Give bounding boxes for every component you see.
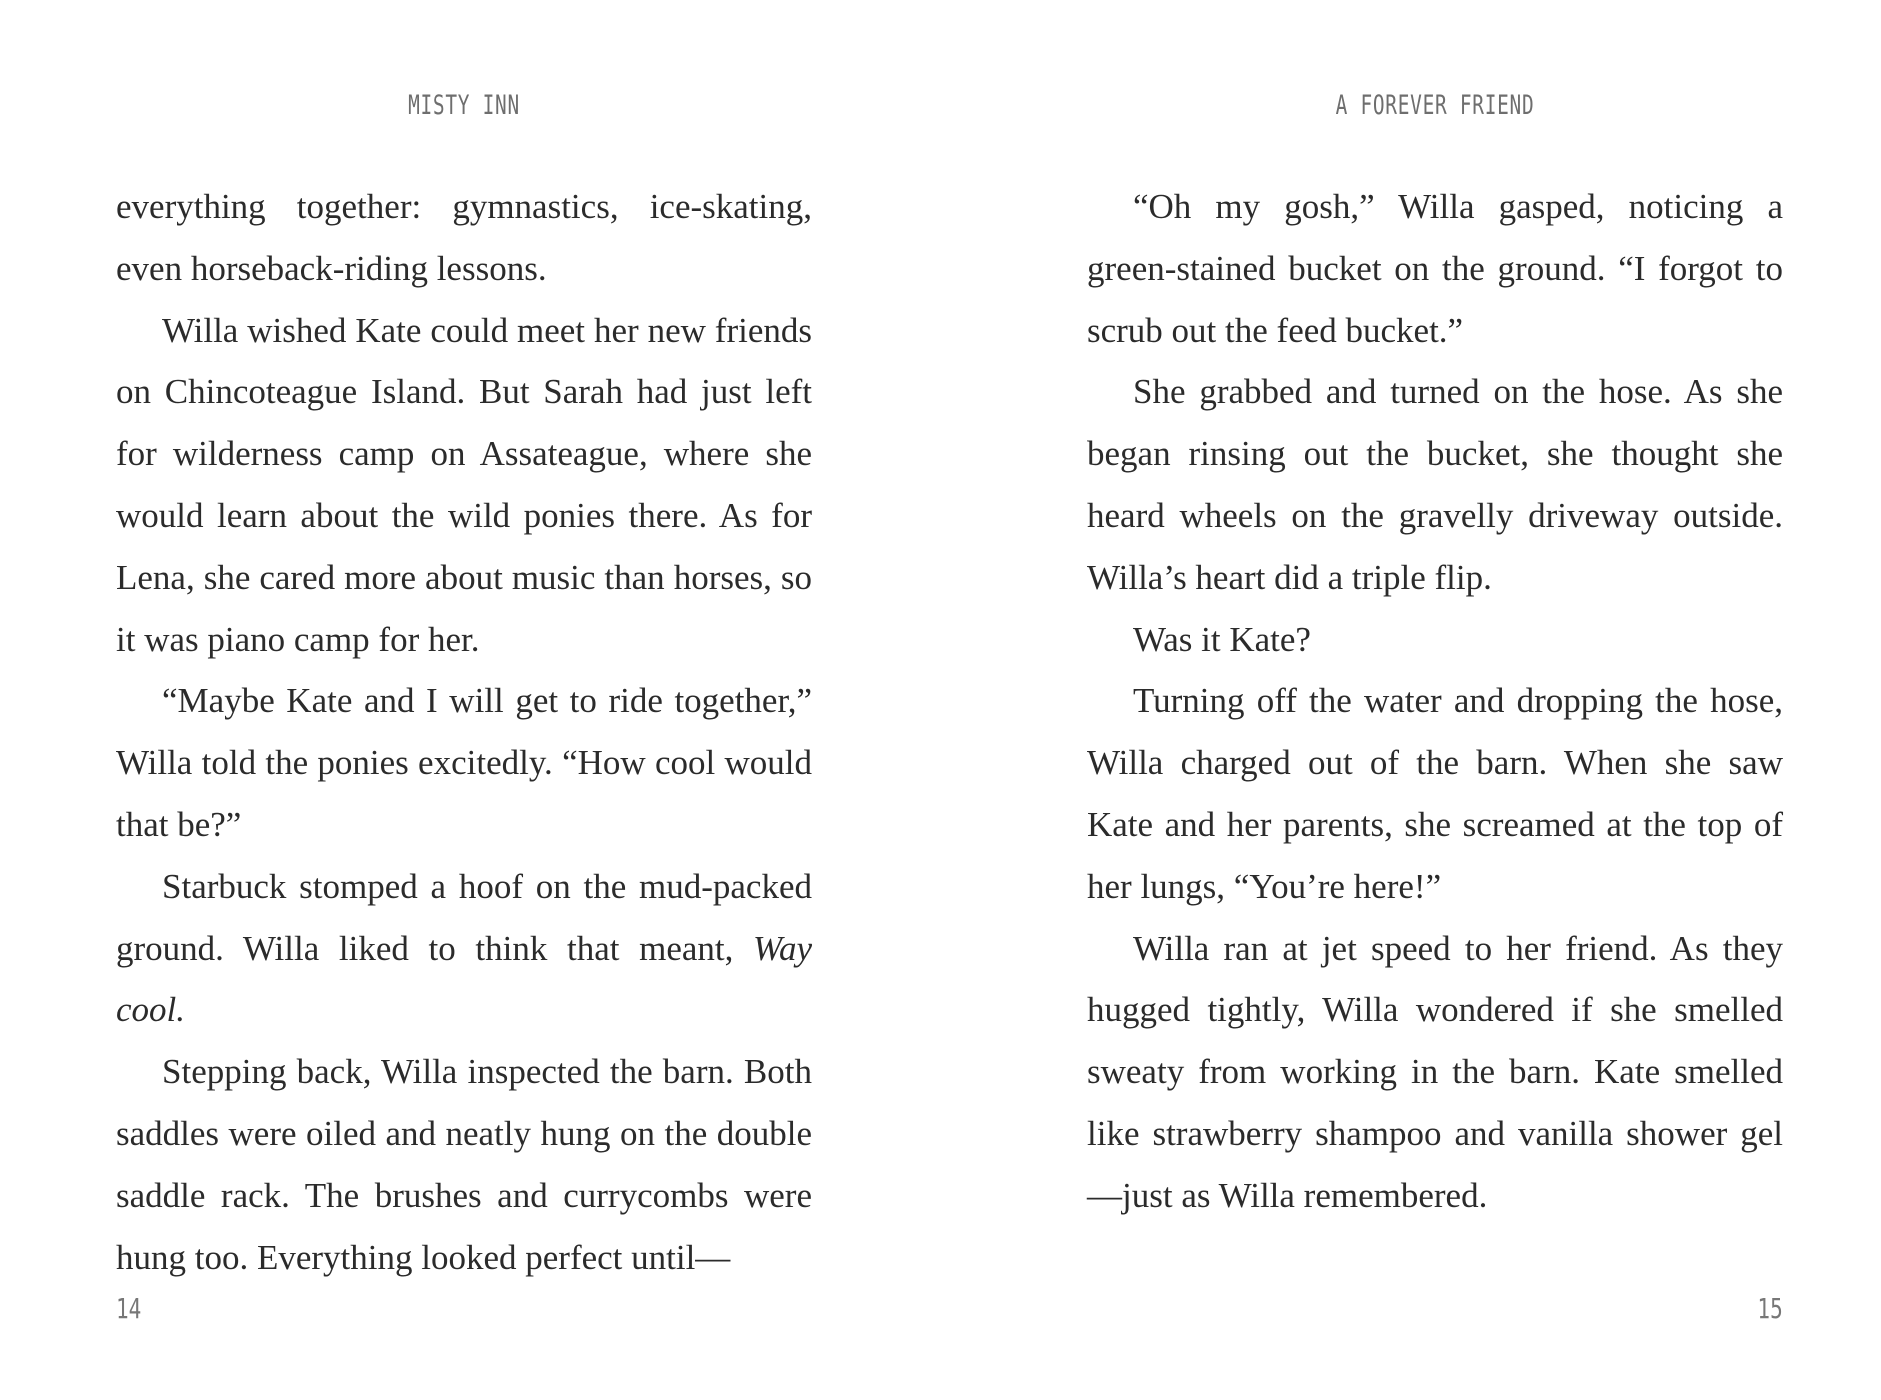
paragraph: She grabbed and turned on the hose. As she began rinsing out the bucket, she thought she heard wheels on the gravelly driveway outside. Willa’s heart did a triple flip. xyxy=(1087,372,1783,597)
paragraph: Willa wished Kate could meet her new friends on Chincoteague Island. But Sarah had just left for wilderness camp on Assateague, where she would learn about the wild ponies there. As for Lena, she cared more about music than horses, so it was piano camp for her. xyxy=(116,310,812,659)
paragraph: Turning off the water and dropping the hose, Willa charged out of the barn. When she saw Kate and her parents, she screamed at the top of her lungs, “You’re here!” xyxy=(1087,681,1783,906)
running-head-chapter-title: A FOREVER FRIEND xyxy=(1335,90,1535,121)
paragraph: “Maybe Kate and I will get to ride together,” Willa told the ponies excitedly. “How cool would that be?” xyxy=(116,681,812,844)
paragraph: Stepping back, Willa inspected the barn. Both saddles were oiled and neatly hung on the double saddle rack. The brushes and currycombs were hung too. Everything looked perfect until— xyxy=(116,1052,812,1277)
running-head-book-title: MISTY INN xyxy=(408,90,520,121)
left-page-body xyxy=(116,176,812,1288)
page-number: 14 xyxy=(116,1292,142,1325)
paragraph-text: Starbuck stomped a hoof on the mud-packed ground. Willa liked to think that meant, xyxy=(116,866,812,968)
page-number: 15 xyxy=(1757,1292,1783,1325)
paragraph: Willa ran at jet speed to her friend. As they hugged tightly, Willa wondered if she smelled sweaty from working in the barn. Kate smelled like strawberry shampoo and vanilla shower gel—just as Willa remembered. xyxy=(1087,928,1783,1215)
right-page-body xyxy=(1087,176,1783,1227)
right-page xyxy=(1087,0,1783,1400)
paragraph: “Oh my gosh,” Willa gasped, noticing a green-stained bucket on the ground. “I forgot to scrub out the feed bucket.” xyxy=(1087,187,1783,350)
paragraph: everything together: gymnastics, ice-skating, even horseback-riding lessons. xyxy=(116,187,812,288)
paragraph: Was it Kate? xyxy=(1133,619,1311,659)
paragraph xyxy=(116,856,812,1041)
italic-phrase: Way cool. xyxy=(116,928,812,1030)
left-page xyxy=(116,0,812,1400)
